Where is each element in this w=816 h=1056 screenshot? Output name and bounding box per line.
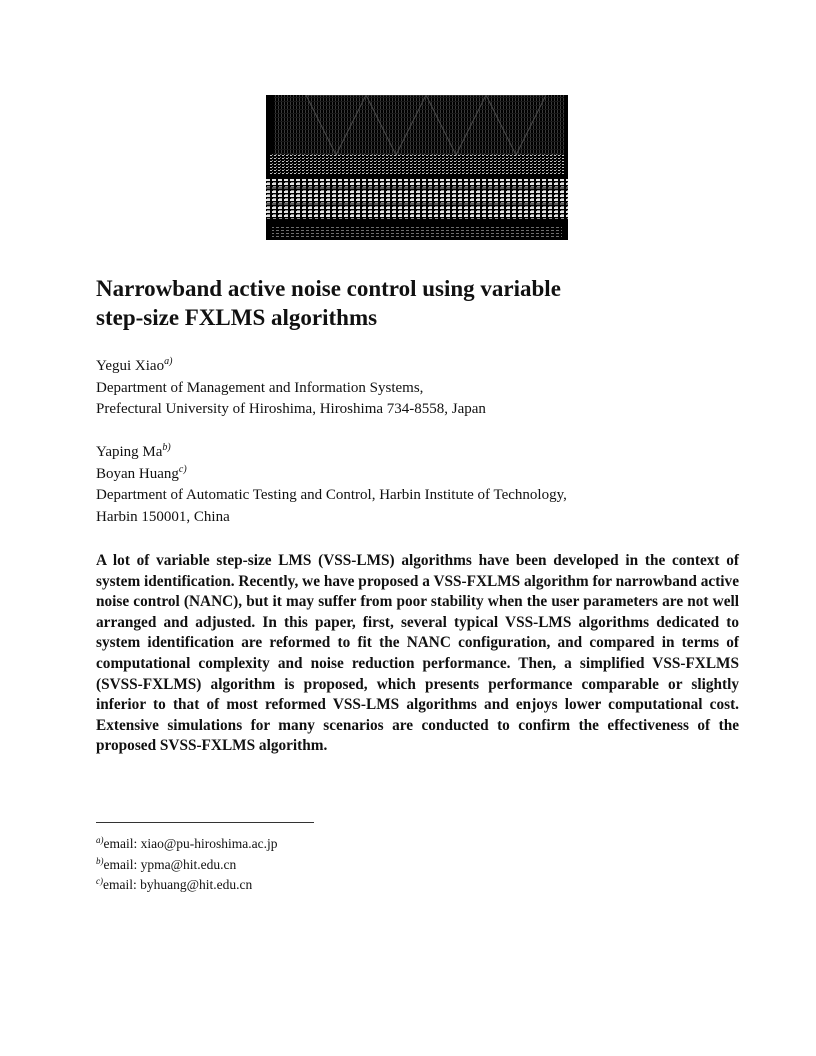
footnotes — [96, 834, 278, 896]
title-line-2: step-size FXLMS algorithms — [96, 305, 378, 330]
footnote-divider — [96, 822, 314, 823]
paper-title — [96, 274, 736, 332]
author-mark: b) — [162, 442, 171, 453]
author-mark: c) — [178, 463, 187, 475]
affiliation-line-1: Department of Automatic Testing and Control, Harbin Institute of Technology, — [96, 487, 567, 503]
author-line — [96, 464, 567, 486]
affiliation-line-2: Prefectural University of Hiroshima, Hiroshima 734-8558, Japan — [96, 401, 486, 417]
footnote-email: email: byhuang@hit.edu.cn — [103, 877, 253, 892]
journal-banner-image — [266, 95, 568, 240]
author-group-1 — [96, 356, 486, 421]
title-line-1: Narrowband active noise control using variable — [96, 276, 561, 301]
footnote-mark: b) — [96, 855, 104, 866]
footnote-email: email: xiao@pu-hiroshima.ac.jp — [103, 836, 278, 851]
affiliation-line-2: Harbin 150001, China — [96, 508, 230, 525]
footnote-mark: c) — [96, 876, 103, 886]
author-line — [96, 356, 486, 378]
author-group-2 — [96, 442, 567, 528]
footnote-mark: a) — [96, 835, 104, 845]
affiliation-line-1: Department of Management and Information Systems, — [96, 379, 424, 396]
footnote-item — [96, 855, 278, 876]
footnote-item — [96, 875, 278, 896]
footnote-email: email: ypma@hit.edu.cn — [103, 856, 237, 872]
banner-noise-graphic — [266, 95, 568, 240]
author-name: Yegui Xiao — [96, 358, 165, 374]
abstract: A lot of variable step-size LMS (VSS-LMS) algorithms have been developed in the context of system identification. Recently, we have proposed a VSS-FXLMS algorithm for narrowband active noise control (NANC), but it may suffer from poor stability when the user parameters are not well arranged and adjusted. In this paper, first, several typical VSS-LMS algorithms dedicated to system identification are reformed to fit the NANC configuration, and compared in terms of computational complexity and noise reduction performance. Then, a simplified VSS-FXLMS (SVSS-FXLMS) algorithm is proposed, which presents performance comparable or slightly inferior to that of most reformed VSS-LMS algorithms and enjoys lower computational cost. Extensive simulations for many scenarios are conducted to confirm the effectiveness of the proposed SVSS-FXLMS algorithm. — [96, 552, 739, 755]
author-name: Yaping Ma — [96, 444, 163, 460]
author-mark: a) — [164, 356, 173, 367]
author-name: Boyan Huang — [96, 465, 179, 482]
author-line — [96, 442, 567, 464]
footnote-item — [96, 834, 278, 855]
